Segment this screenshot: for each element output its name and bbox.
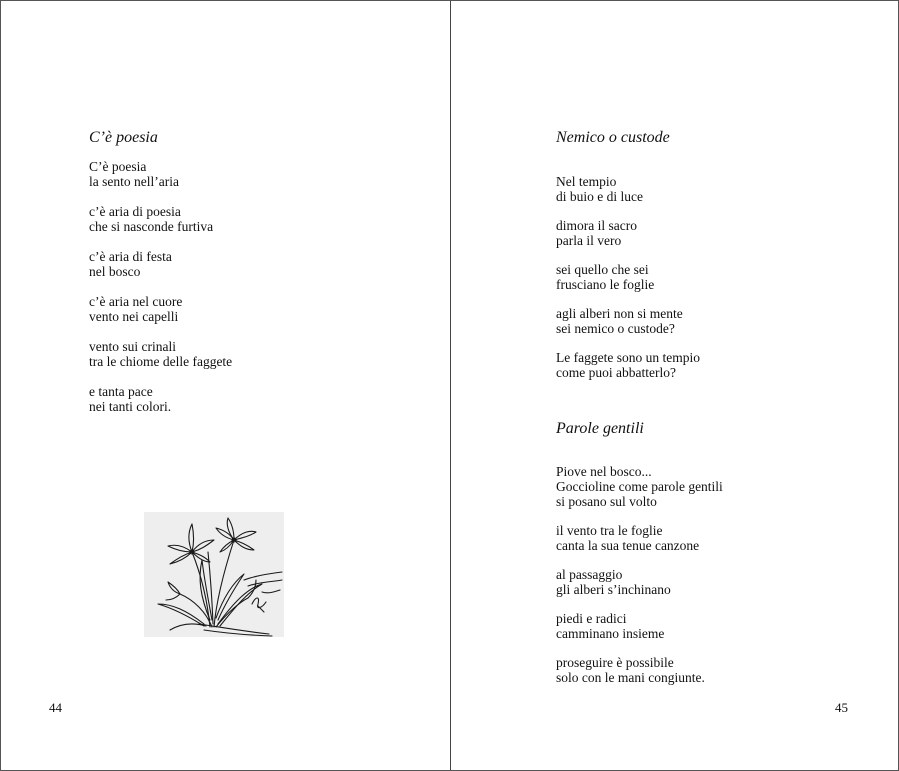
stanza xyxy=(556,611,723,641)
poem-line: parla il vero xyxy=(556,233,622,248)
poem-line: gli alberi s’inchinano xyxy=(556,582,671,597)
poem-line: e tanta pace xyxy=(89,384,153,399)
poem-line: Le faggete sono un tempio xyxy=(556,350,700,365)
stanza xyxy=(556,350,700,380)
poem-line: Goccioline come parole gentili xyxy=(556,479,723,494)
stanza xyxy=(556,174,700,204)
stanza xyxy=(89,159,232,189)
stanza xyxy=(556,262,700,292)
poem-line: il vento tra le foglie xyxy=(556,523,663,538)
poem-line: c’è aria di poesia xyxy=(89,204,181,219)
page-number: 44 xyxy=(49,700,62,715)
stanza xyxy=(89,294,232,324)
poem-line: che si nasconde furtiva xyxy=(89,219,214,234)
poem-line: di buio e di luce xyxy=(556,189,643,204)
poem-line: camminano insieme xyxy=(556,626,665,641)
poem-line: come puoi abbatterlo? xyxy=(556,365,676,380)
stanza xyxy=(89,249,232,279)
poem-line: c’è aria di festa xyxy=(89,249,172,264)
poem-line: dimora il sacro xyxy=(556,218,637,233)
poem-line: proseguire è possibile xyxy=(556,655,674,670)
poem-line: si posano sul volto xyxy=(556,494,657,509)
poem-line: agli alberi non si mente xyxy=(556,306,683,321)
poem-line: vento nei capelli xyxy=(89,309,179,324)
left-page xyxy=(1,1,450,770)
poem-line: Nel tempio xyxy=(556,174,617,189)
poem-line: solo con le mani congiunte. xyxy=(556,670,705,685)
poem-line: c’è aria nel cuore xyxy=(89,294,183,309)
poem-parole-gentili xyxy=(556,420,723,685)
poem-line: piedi e radici xyxy=(556,611,627,626)
poem-line: tra le chiome delle faggete xyxy=(89,354,233,369)
stanza xyxy=(89,384,232,414)
stanza xyxy=(556,218,700,248)
poem-nemico-o-custode xyxy=(556,129,700,380)
poem-title: C’è poesia xyxy=(89,129,158,146)
poem-line: sei quello che sei xyxy=(556,262,649,277)
stanza xyxy=(556,655,723,685)
right-page xyxy=(451,1,898,770)
poem-line: nel bosco xyxy=(89,264,141,279)
poem-line: Piove nel bosco... xyxy=(556,464,652,479)
stanza xyxy=(89,204,232,234)
poem-line: sei nemico o custode? xyxy=(556,321,675,336)
poem-line: frusciano le foglie xyxy=(556,277,655,292)
poem-line: al passaggio xyxy=(556,567,623,582)
poem-line: nei tanti colori. xyxy=(89,399,172,414)
poem-line: canta la sua tenue canzone xyxy=(556,538,700,553)
poem-ce-poesia xyxy=(89,129,232,429)
stanza xyxy=(556,306,700,336)
poem-title: Nemico o custode xyxy=(556,129,670,146)
poem-line: la sento nell’aria xyxy=(89,174,179,189)
flower-sketch-icon xyxy=(144,512,284,637)
poem-title: Parole gentili xyxy=(556,420,644,437)
stanza xyxy=(89,339,232,369)
poem-line: C’è poesia xyxy=(89,159,147,174)
poem-line: vento sui crinali xyxy=(89,339,176,354)
stanza xyxy=(556,464,723,509)
stanza xyxy=(556,523,723,553)
page-number: 45 xyxy=(835,700,848,715)
stanza xyxy=(556,567,723,597)
